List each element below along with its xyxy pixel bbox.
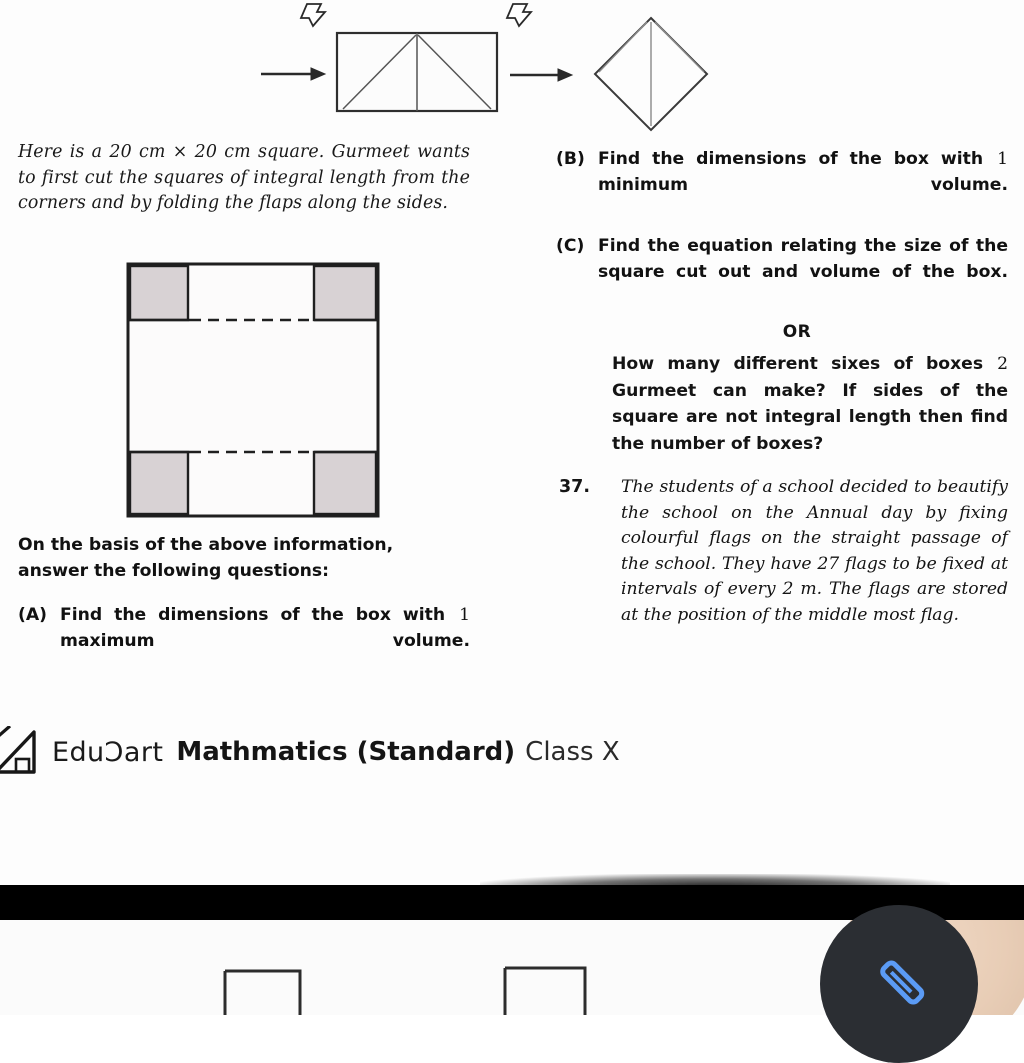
press-arrow-icon-right bbox=[507, 4, 531, 26]
left-column-questions bbox=[18, 532, 470, 680]
question-a-text-wrap bbox=[60, 602, 470, 680]
cutout-bottom-left bbox=[130, 452, 188, 514]
basis-line-1: On the basis of the above information, bbox=[18, 535, 394, 555]
brand-subject: Mathmatics (Standard) bbox=[176, 737, 516, 767]
question-b-text-wrap bbox=[598, 146, 1008, 224]
question-a-label: (A) bbox=[18, 605, 48, 625]
arrow-right-icon-1 bbox=[261, 68, 325, 80]
intro-paragraph: Here is a 20 cm × 20 cm square. Gurmeet wants to first cut the squares of integral length from the corners and by folding the flaps along the sides. bbox=[18, 142, 470, 213]
question-c-label: (C) bbox=[556, 236, 585, 256]
cutout-top-right bbox=[314, 266, 376, 320]
question-a-text: Find the dimensions of the box with maximum volume. bbox=[60, 605, 470, 651]
question-b-label: (B) bbox=[556, 149, 585, 169]
edit-fab-button[interactable] bbox=[820, 905, 978, 1063]
arrow-right-icon-2 bbox=[510, 69, 572, 81]
question-37 bbox=[556, 475, 1008, 629]
left-column bbox=[18, 140, 470, 217]
question-37-text: The students of a school decided to beautify the school on the Annual day by fixing colourful flags on the straight passage of the school. They have 27 flags to be fixed at intervals of every 2 m. The flags are stored at the position of the middle most flag. bbox=[621, 477, 1008, 625]
sketch-triangle-1 bbox=[225, 971, 300, 1015]
question-c-text-wrap bbox=[598, 233, 1008, 311]
basis-line-2: answer the following questions: bbox=[18, 561, 330, 581]
right-column bbox=[556, 146, 1008, 629]
cutout-top-left bbox=[130, 266, 188, 320]
or-question bbox=[556, 351, 1008, 457]
question-b-marks: 1 bbox=[997, 149, 1008, 169]
footer-brand bbox=[0, 724, 620, 780]
paper-folding-figure bbox=[255, 0, 755, 140]
square-cutout-svg bbox=[126, 262, 380, 518]
brand-class: Class X bbox=[525, 737, 620, 767]
cutout-bottom-right bbox=[314, 452, 376, 514]
question-b bbox=[556, 146, 1008, 224]
fold-sequence-svg bbox=[255, 0, 755, 140]
sketch-triangle-2 bbox=[505, 968, 585, 1015]
press-arrow-icon-left bbox=[301, 4, 325, 26]
pencil-edit-icon bbox=[872, 953, 936, 1017]
or-separator: OR bbox=[782, 322, 812, 342]
question-c-text: Find the equation relating the size of the square cut out and volume of the box. bbox=[598, 236, 1008, 282]
educart-logo-icon bbox=[0, 726, 40, 778]
square-cutout-figure bbox=[126, 262, 380, 518]
question-37-number: 37. bbox=[559, 477, 591, 497]
question-b-text: Find the dimensions of the box with minimum volume. bbox=[598, 149, 1008, 195]
or-question-text: How many different sixes of boxes Gurmeet can make? If sides of the square are not integral length then find the number of boxes? bbox=[612, 354, 1008, 454]
question-a bbox=[18, 602, 470, 680]
brand-name: EduƆart bbox=[52, 736, 164, 768]
or-question-marks: 2 bbox=[997, 354, 1008, 374]
question-a-marks: 1 bbox=[459, 605, 470, 625]
question-c bbox=[556, 233, 1008, 311]
